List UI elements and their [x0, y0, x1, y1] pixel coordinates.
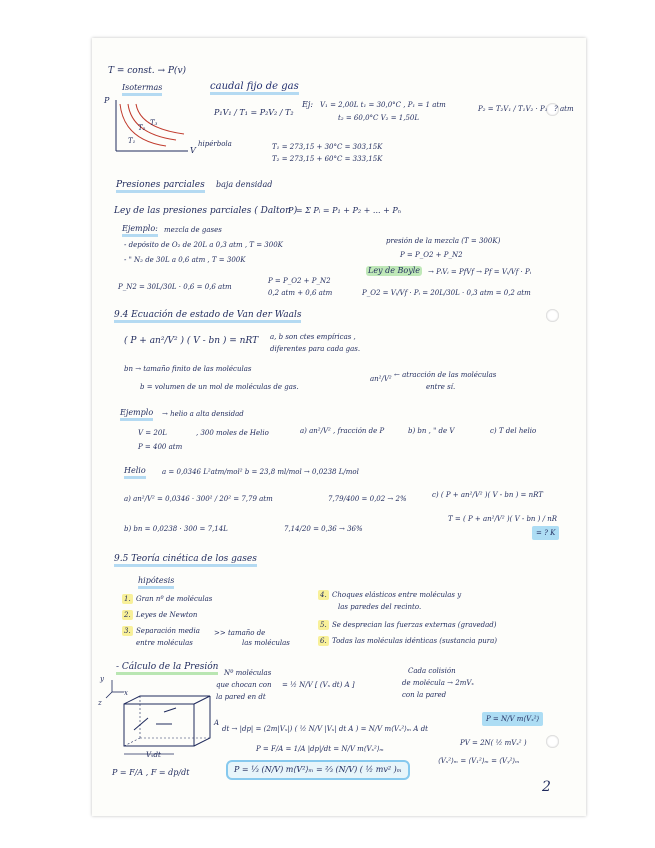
atraccion-1: ← atracción de las moléculas	[394, 371, 497, 379]
graph-t2: T₂	[138, 124, 146, 132]
hypothesis-3d: las moléculas	[242, 639, 290, 647]
ej-moles: , 300 moles de Helio	[196, 429, 269, 437]
p-total-values: 0,2 atm + 0,6 atm	[268, 289, 333, 297]
pv-line: PV = 2N( ½ mVₓ² )	[460, 739, 527, 747]
calc-b: b) bn = 0,0238 · 300 = 7,14L	[124, 525, 228, 533]
colision-2: de molécula → 2mVₓ	[402, 679, 474, 687]
h-num-5: 5.	[320, 621, 327, 629]
ratio-formula: P₁V₁ / T₁ = P₂V₂ / T₂	[214, 108, 294, 117]
ab-desc-2: diferentes para cada gas.	[270, 345, 361, 353]
isotherm-condition: T = const. → P(v)	[108, 66, 187, 76]
helio-label: Helio	[124, 466, 146, 479]
hiperbola-label: hipérbola	[198, 140, 232, 148]
ej-values-1: V₁ = 2,00L t₁ = 30,0°C , P₁ = 1 atm	[320, 101, 446, 109]
molecule-box-diagram	[114, 694, 224, 764]
ley-dalton-formula: P = Σ Pᵢ = P₁ + P₂ + ... + Pₙ	[288, 206, 401, 215]
p-sum: P = P_O2 + P_N2	[400, 251, 463, 259]
frac-b: 7,14/20 = 0,36 → 36%	[284, 525, 363, 533]
an2-term: an²/V²	[370, 375, 392, 383]
caudal-title: caudal fijo de gas	[210, 82, 299, 95]
bn-desc: bn → tamaño finito de las moléculas	[124, 365, 252, 373]
boyle-formula: → PᵢVᵢ = PfVf → Pf = Vᵢ/Vf · Pᵢ	[428, 268, 532, 276]
b-desc: b = volumen de un mol de moléculas de gas.	[140, 383, 299, 391]
vdw-ejemplo-label: Ejemplo	[120, 408, 153, 421]
temps-2: T₂ = 273,15 + 60°C = 333,15K	[272, 155, 383, 163]
hypothesis-6: Todas las moléculas idénticas (sustancia pura)	[332, 637, 497, 645]
frac-a: 7,79/400 = 0,02 → 2%	[328, 495, 407, 503]
deposito-n2: - " N₂ de 30L a 0,6 atm , T = 300K	[124, 256, 246, 264]
pressure-box: P = N/V m⟨Vₓ²⟩	[482, 712, 543, 726]
vdw-equation: ( P + an²/V² ) ( V - bn ) = nRT	[124, 336, 259, 346]
colision-1: Cada colisión	[408, 667, 456, 675]
page-number: 2	[542, 779, 551, 795]
h-num-6: 6.	[320, 637, 327, 645]
deposito-o2: - depósito de O₂ de 20L a 0,3 atm , T = 300K	[124, 241, 283, 249]
nmol-1: Nº moléculas	[224, 669, 272, 677]
notebook-page	[92, 38, 586, 816]
axis-z-label: z	[98, 699, 102, 707]
axes-icon	[106, 678, 126, 698]
punch-hole-bottom	[546, 735, 559, 748]
ej-values-2: t₂ = 60,0°C V₂ = 1,50L	[338, 114, 420, 122]
ej-volume: V = 20L	[138, 429, 167, 437]
vdw-ejemplo-desc: → helio a alta densidad	[162, 410, 244, 418]
ej-pressure: P = 400 atm	[138, 443, 183, 451]
calc-c-2: T = ( P + an²/V² )( V - bn ) / nR	[448, 515, 557, 523]
graph-t1: T₁	[128, 137, 136, 145]
ej-label: Ej:	[302, 100, 314, 109]
pn2-formula: P_N2 = 30L/30L · 0,6 = 0,6 atm	[118, 283, 232, 291]
graph-p-label: P	[104, 96, 110, 105]
presion-title: - Cálculo de la Presión	[116, 662, 218, 675]
hipotesis-label: hipótesis	[138, 576, 174, 589]
ejemplo-label: Ejemplo:	[122, 224, 158, 237]
box-area-label: A	[214, 719, 220, 727]
vdw-title: 9.4 Ecuación de estado de Van der Waals	[114, 310, 301, 323]
vx-line: ⟨Vₓ²⟩ₘ = ⟨V₁²⟩ₘ = ⟨Vᵧ²⟩ₘ	[438, 757, 520, 765]
hypothesis-3c: >> tamaño de	[214, 629, 266, 637]
final-pressure-formula: P = ⅓ (N/V) m⟨V²⟩ₘ = ⅔ (N/V) ( ½ mv² )ₘ	[226, 760, 410, 780]
pressure-line: P = F/A = 1/A |dp|/dt = N/V m⟨Vₓ²⟩ₘ	[256, 745, 384, 753]
h-num-3: 3.	[124, 627, 131, 635]
box-vxdt-label: Vₓdt	[146, 751, 161, 759]
isotermas-label: Isotermas	[122, 83, 162, 96]
colision-3: con la pared	[402, 691, 447, 699]
hypothesis-3a: Separación media	[136, 627, 200, 635]
helio-consts: a = 0,0346 L²atm/mol² b = 23,8 ml/mol → 0,0238 L/mol	[162, 468, 359, 476]
nmol-formula: = ½ N/V [ (Vₓ dt) A ]	[282, 681, 355, 689]
axis-y-label: y	[100, 675, 104, 683]
hypothesis-2: Leyes de Newton	[136, 611, 198, 619]
graph-t3: T₃	[150, 119, 158, 127]
ejemplo-desc: mezcla de gases	[164, 226, 222, 234]
ej-question-c: c) T del helio	[490, 427, 537, 435]
h-num-2: 2.	[124, 611, 131, 619]
nmol-2: que chocan con	[216, 681, 272, 689]
p2-formula: P₂ = T₂V₁ / T₁V₂ · P₁	[478, 105, 548, 113]
cinetica-title: 9.5 Teoría cinética de los gases	[114, 554, 257, 567]
hypothesis-4b: las paredes del recinto.	[338, 603, 422, 611]
po2-formula: P_O2 = Vᵢ/Vf · Pᵢ = 20L/30L · 0,3 atm = 0,2 atm	[362, 289, 531, 297]
punch-hole-middle	[546, 309, 559, 322]
ab-desc-1: a, b son ctes empíricas ,	[270, 333, 356, 341]
ej-question-a: a) an²/V² , fracción de P	[300, 427, 385, 435]
calc-c-result: = ? K	[532, 526, 559, 540]
presion-mezcla: presión de la mezcla (T = 300K)	[386, 237, 501, 245]
calc-c: c) ( P + an²/V² )( V - bn ) = nRT	[432, 491, 543, 499]
atraccion-2: entre sí.	[426, 383, 456, 391]
graph-v-label: V	[190, 146, 196, 155]
p-total: P = P_O2 + P_N2	[268, 277, 331, 285]
h-num-1: 1.	[124, 595, 131, 603]
h-num-4: 4.	[320, 591, 327, 599]
axis-x-label: x	[124, 689, 128, 697]
hypothesis-3b: entre moléculas	[136, 639, 193, 647]
calc-a: a) an²/V² = 0,0346 · 300² / 20² = 7,79 atm	[124, 495, 273, 503]
ley-dalton: Ley de las presiones parciales ( Dalton )	[114, 206, 298, 216]
temps-1: T₁ = 273,15 + 30°C = 303,15K	[272, 143, 383, 151]
hypothesis-1: Gran nº de moléculas	[136, 595, 213, 603]
p2-result: ? atm	[554, 105, 574, 113]
nmol-3: la pared en dt	[216, 693, 266, 701]
p-definition: P = F/A , F = dp/dt	[112, 768, 190, 777]
ej-question-b: b) bn , " de V	[408, 427, 455, 435]
baja-densidad: baja densidad	[216, 180, 273, 189]
dt-line: dt → |dp| = (2m|Vₓ|) ( ½ N/V |Vₓ| dt A ) = N/V m⟨Vₓ²⟩ₘ A dt	[222, 725, 428, 733]
ley-boyle: Ley de Boyle	[368, 266, 421, 275]
hypothesis-5: Se desprecian las fuerzas externas (gravedad)	[332, 621, 497, 629]
presiones-title: Presiones parciales	[116, 180, 205, 193]
hypothesis-4a: Choques elásticos entre moléculas y	[332, 591, 462, 599]
